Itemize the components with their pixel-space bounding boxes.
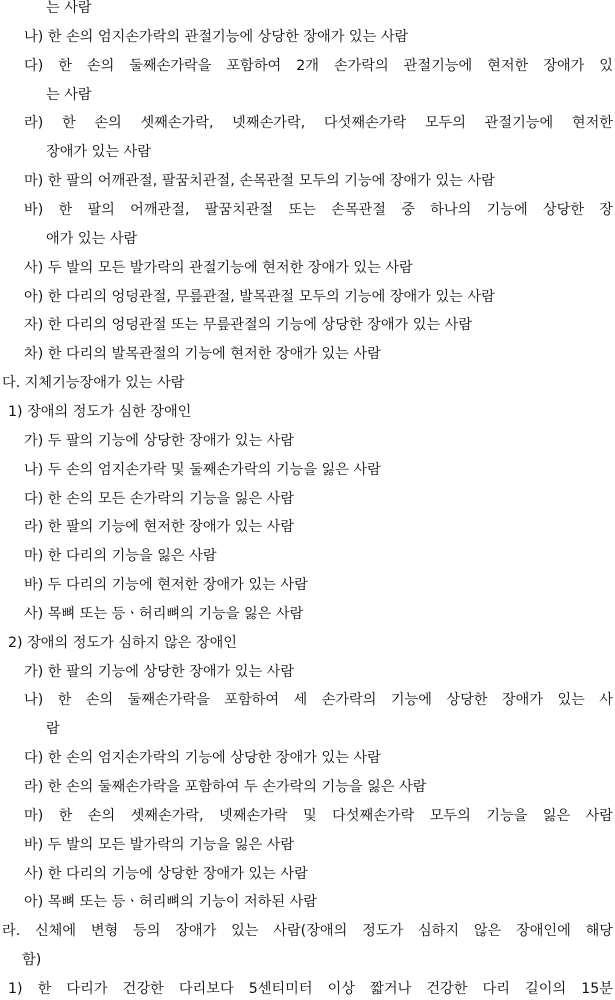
document-line: 나) 한 손의 둘째손가락을 포함하여 세 손가락의 기능에 상당한 장애가 있는 사 xyxy=(24,692,613,709)
document-line: 라) 한 팔의 기능에 현저한 장애가 있는 사람 xyxy=(24,519,295,536)
document-line: 라) 한 손의 셋째손가락, 넷째손가락, 다섯째손가락 모두의 관절기능에 현저한 xyxy=(24,115,613,132)
document-line: 애가 있는 사람 xyxy=(46,230,138,247)
document-line: 마) 한 손의 셋째손가락, 넷째손가락 및 다섯째손가락 모두의 기능을 잃은 사람 xyxy=(24,807,613,824)
document-line: 는 사람 xyxy=(46,0,92,16)
document-line: 라) 한 손의 둘째손가락을 포함하여 두 손가락의 기능을 잃은 사람 xyxy=(24,779,427,795)
document-line: 함) xyxy=(22,952,42,969)
document-line: 아) 목뼈 또는 등ㆍ허리뼈의 기능이 저하된 사람 xyxy=(24,894,317,911)
document-line: 아) 한 다리의 엉덩관절, 무릎관절, 발목관절 모두의 기능에 장애가 있는 사람 xyxy=(24,288,495,305)
document-line: 나) 한 손의 엄지손가락의 관절기능에 상당한 장애가 있는 사람 xyxy=(24,28,409,45)
document-line: 바) 두 발의 모든 발가락의 기능을 잃은 사람 xyxy=(24,836,295,853)
document-line: 다) 한 손의 엄지손가락의 기능에 상당한 장애가 있는 사람 xyxy=(24,750,381,767)
document-line: 다) 한 손의 둘째손가락을 포함하여 2개 손가락의 관절기능에 현저한 장애가 있 xyxy=(24,57,613,74)
document-line: 차) 한 다리의 발목관절의 기능에 현저한 장애가 있는 사람 xyxy=(24,346,381,363)
document-line: 자) 한 다리의 엉덩관절 또는 무릎관절의 기능에 상당한 장애가 있는 사람 xyxy=(24,317,473,334)
document-line: 사) 한 다리의 기능에 상당한 장애가 있는 사람 xyxy=(24,865,308,882)
document-line: 사) 두 발의 모든 발가락의 관절기능에 현저한 장애가 있는 사람 xyxy=(24,259,413,276)
document-line: 바) 두 다리의 기능에 현저한 장애가 있는 사람 xyxy=(24,577,308,593)
document-line: 1) 한 다리가 건강한 다리보다 5센티미터 이상 짧거나 건강한 다리 길이의 15분 xyxy=(8,980,613,997)
document-line: 마) 한 팔의 어깨관절, 팔꿈치관절, 손목관절 모두의 기능에 장애가 있는 사람 xyxy=(24,173,495,190)
document-line: 사) 목뼈 또는 등ㆍ허리뼈의 기능을 잃은 사람 xyxy=(24,605,304,622)
document-line: 마) 한 다리의 기능을 잃은 사람 xyxy=(24,548,217,565)
document-line: 2) 장애의 정도가 심하지 않은 장애인 xyxy=(8,634,237,651)
document-line: 바) 한 팔의 어깨관절, 팔꿈치관절 또는 손목관절 중 하나의 기능에 상당한 장 xyxy=(24,202,613,218)
document-line: 1) 장애의 정도가 심한 장애인 xyxy=(8,403,192,420)
document-line: 다. 지체기능장애가 있는 사람 xyxy=(2,375,185,392)
document-line: 가) 한 팔의 기능에 상당한 장애가 있는 사람 xyxy=(24,663,295,680)
document-line: 장애가 있는 사람 xyxy=(46,144,151,161)
document-line: 라. 신체에 변형 등의 장애가 있는 사람(장애의 정도가 심하지 않은 장애인에 해당 xyxy=(2,923,613,940)
document-line: 는 사람 xyxy=(46,86,92,103)
document-line: 나) 두 손의 엄지손가락 및 둘째손가락의 기능을 잃은 사람 xyxy=(24,461,381,478)
document-line: 다) 한 손의 모든 손가락의 기능을 잃은 사람 xyxy=(24,490,295,507)
document-line: 가) 두 팔의 기능에 상당한 장애가 있는 사람 xyxy=(24,432,295,449)
document-line: 람 xyxy=(46,721,60,738)
